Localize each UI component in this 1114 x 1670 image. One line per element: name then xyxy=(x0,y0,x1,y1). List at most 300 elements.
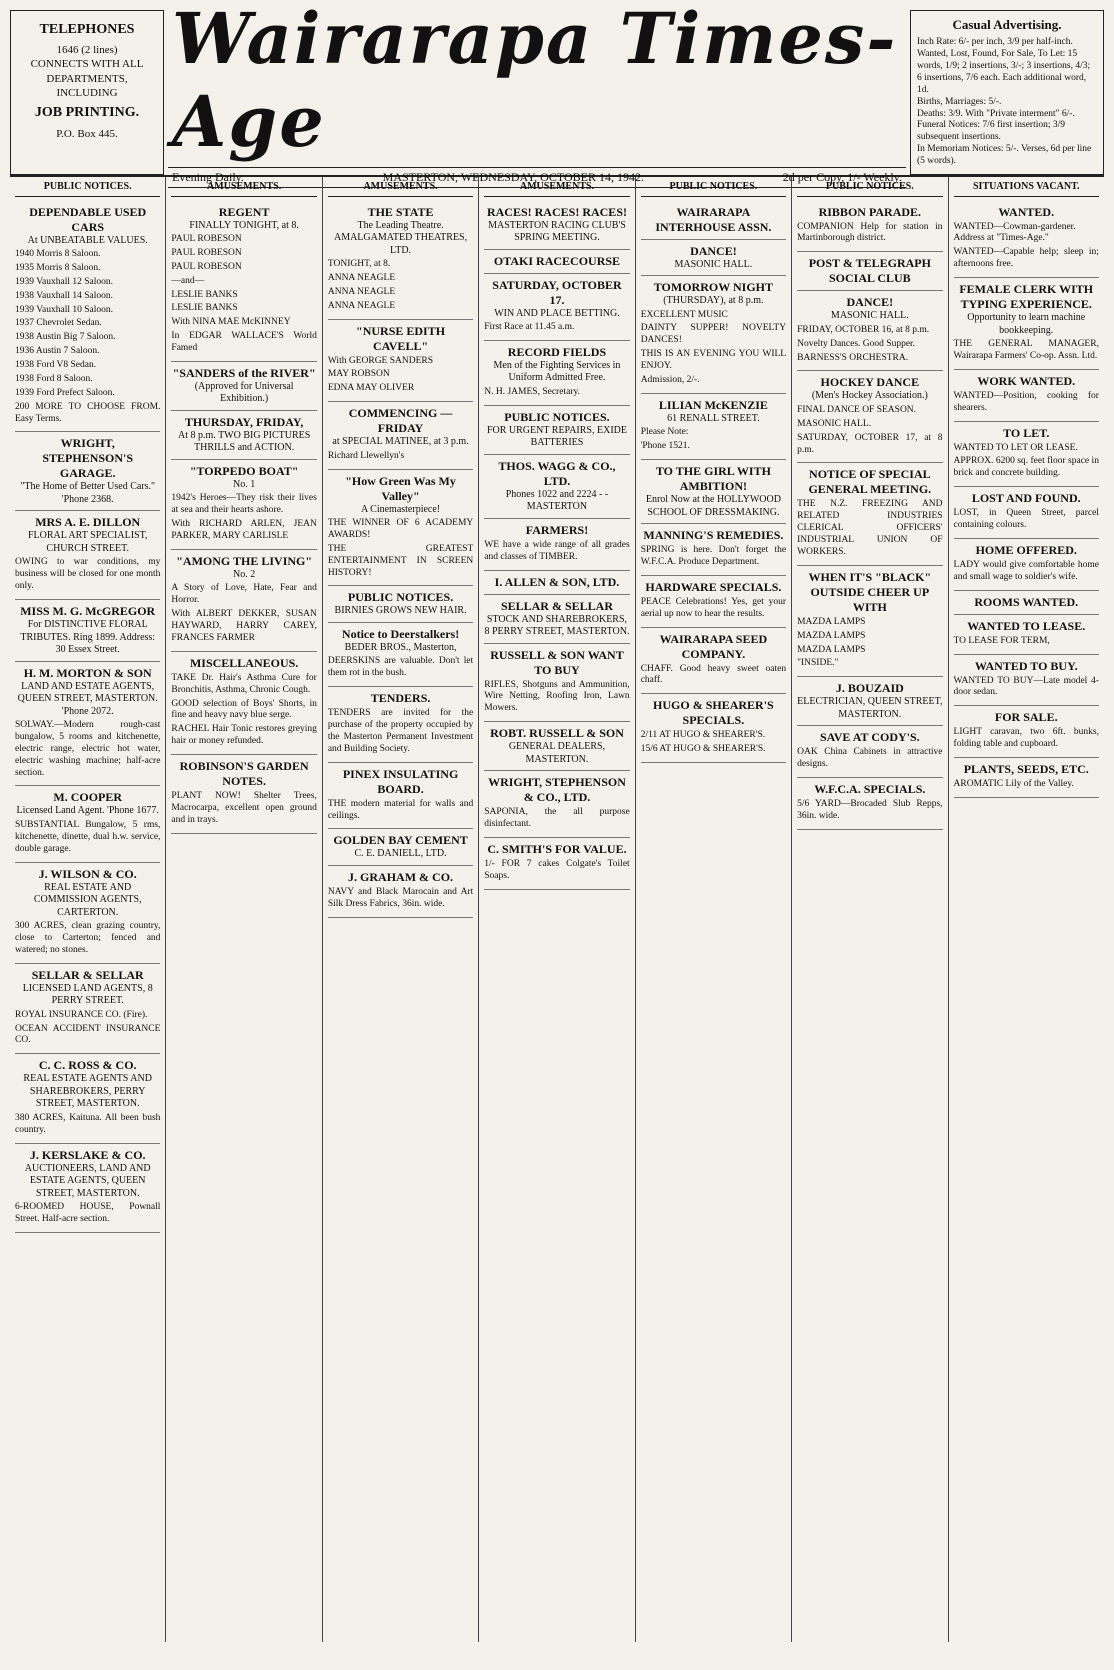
ad-text: N. H. JAMES, Secretary. xyxy=(484,386,580,397)
ad-title: FOR SALE. xyxy=(994,710,1058,725)
ad-title: TO THE GIRL WITH AMBITION! xyxy=(655,464,771,493)
advertisement xyxy=(484,455,629,519)
ad-text: FINAL DANCE OF SEASON. xyxy=(797,404,917,415)
column-header: PUBLIC NOTICES. xyxy=(641,181,786,197)
ad-text: TO LEASE FOR TERM, xyxy=(953,635,1050,646)
title-area xyxy=(164,0,910,184)
advertisement xyxy=(641,240,786,277)
ad-subtitle: GENERAL DEALERS, MASTERTON. xyxy=(508,741,606,765)
advertisement xyxy=(484,644,629,723)
ad-title: "AMONG THE LIVING" xyxy=(176,553,313,568)
ad-title: ROBT. RUSSELL & SON xyxy=(490,726,624,741)
advertisement xyxy=(328,829,473,866)
advertisement xyxy=(328,402,473,469)
ad-text: THIS IS AN EVENING YOU WILL ENJOY. xyxy=(640,349,787,371)
ad-subtitle: Men of the Fighting Services in Uniform Admitted Free. xyxy=(493,359,621,384)
ad-text: 1942's Heroes—They risk their lives at sea and their hearts ashore. xyxy=(171,493,317,516)
dateline-right: 2d per Copy, 1/- Weekly. xyxy=(782,170,902,184)
ad-title: SELLAR & SELLAR xyxy=(31,967,144,982)
ad-text: WANTED—Position, cooking for shearers. xyxy=(953,390,1099,413)
ad-title: LILIAN McKENZIE xyxy=(658,397,768,412)
ad-title: COMMENCING — FRIDAY xyxy=(348,406,453,436)
ad-text: With ALBERT DEKKER, SUSAN HAYWARD, HARRY CAREY, FRANCES FARMER xyxy=(171,609,317,643)
ad-title: THOS. WAGG & CO., LTD. xyxy=(498,458,616,488)
advertisement xyxy=(954,201,1099,279)
ad-subtitle: WIN AND PLACE BETTING. xyxy=(494,307,620,319)
advertisement xyxy=(484,519,629,571)
advertisement xyxy=(484,771,629,838)
ad-text: RIFLES, Shotguns and Ammunition, Wire Netting, Roofing Iron, Lawn Mowers. xyxy=(484,679,630,714)
advertisement xyxy=(641,524,786,576)
ad-title: "How Green Was My Valley" xyxy=(345,473,456,503)
ad-text: WANTED—Capable help; sleep in; afternoons free. xyxy=(953,247,1099,270)
ad-subtitle: AUCTIONEERS, LAND AND ESTATE AGENTS, QUEEN STREET, MASTERTON. xyxy=(24,1162,151,1199)
advertisement xyxy=(171,550,316,652)
ad-title: TOMORROW NIGHT xyxy=(653,280,774,294)
ad-text: First Race at 11.45 a.m. xyxy=(484,322,575,332)
ad-title: ROOMS WANTED. xyxy=(974,594,1079,609)
advertisement xyxy=(484,341,629,406)
advertisement xyxy=(15,511,160,600)
job-printing: JOB PRINTING. xyxy=(34,105,140,121)
advertisement xyxy=(797,677,942,726)
ad-subtitle: REAL ESTATE AND COMMISSION AGENTS, CARTERTON. xyxy=(33,881,142,918)
advertisement xyxy=(954,655,1099,707)
ad-text: DEERSKINS are valuable. Don't let them rot in the bush. xyxy=(327,656,474,679)
ad-title: FARMERS! xyxy=(525,522,589,537)
advertisement xyxy=(954,615,1099,655)
newspaper-page xyxy=(10,0,1104,1650)
ad-text: ANNA NEAGLE xyxy=(327,272,396,283)
ad-subtitle: The Leading Theatre. AMALGAMATED THEATRES, LTD. xyxy=(333,219,468,256)
advertisement xyxy=(797,291,942,371)
casual-advertising-line: Inch Rate: 6/- per inch, 3/9 per half-inch. xyxy=(917,37,1073,48)
ad-text: 1939 Vauxhall 10 Saloon. xyxy=(15,304,113,315)
ad-text: SAPONIA, the all purpose disinfectant. xyxy=(484,807,630,829)
ad-subtitle: FLORAL ART SPECIALIST, CHURCH STREET. xyxy=(27,530,148,554)
ad-text: Novelty Dances. Good Supper. xyxy=(797,338,916,349)
ad-text: SUBSTANTIAL Bungalow, 5 rms, kitchenette, dinette, dual h.w. service, double garage. xyxy=(15,819,161,854)
ad-text: 1938 Ford 8 Saloon. xyxy=(15,373,93,384)
ad-text: 1939 Ford Prefect Saloon. xyxy=(15,387,115,398)
advertisement xyxy=(954,487,1099,539)
ad-subtitle: MASONIC HALL. xyxy=(674,258,753,270)
ad-text: PAUL ROBESON xyxy=(171,261,242,272)
advertisement xyxy=(15,786,160,862)
ad-subtitle: at SPECIAL MATINEE, at 3 p.m. xyxy=(332,436,469,448)
column-header: AMUSEMENTS. xyxy=(328,181,473,197)
advertisement xyxy=(954,278,1099,370)
ad-text: GOOD selection of Boys' Shorts, in fine and heavy navy blue serge. xyxy=(171,698,317,721)
column-header: AMUSEMENTS. xyxy=(484,181,629,197)
ad-text: ROYAL INSURANCE CO. (Fire). xyxy=(15,1009,148,1020)
ad-title: C. SMITH'S FOR VALUE. xyxy=(487,841,627,856)
ad-title: RECORD FIELDS xyxy=(507,344,607,359)
ad-text: TAKE Dr. Hair's Asthma Cure for Bronchitis, Asthma, Chronic Cough. xyxy=(171,672,317,695)
ad-subtitle: LAND AND ESTATE AGENTS, QUEEN STREET, MASTERTON. 'Phone 2072. xyxy=(17,680,158,717)
ad-title: TENDERS. xyxy=(370,691,431,706)
advertisement xyxy=(641,694,786,763)
ad-text: EXCELLENT MUSIC xyxy=(640,309,728,320)
ad-text: 1940 Morris 8 Saloon. xyxy=(15,249,101,259)
ad-subtitle: LICENSED LAND AGENTS, 8 PERRY STREET. xyxy=(22,982,153,1007)
ad-text: "INSIDE." xyxy=(797,658,839,669)
ad-text: With NINA MAE McKINNEY xyxy=(171,317,291,328)
advertisement xyxy=(15,600,160,662)
ad-text: THE GENERAL MANAGER, Wairarapa Farmers' Co-op. Assn. Ltd. xyxy=(953,339,1099,361)
po-box: P.O. Box 445. xyxy=(56,127,118,140)
advertisement xyxy=(171,755,316,834)
advertisement xyxy=(171,411,316,460)
advertisement xyxy=(328,470,473,587)
ad-text: WANTED TO BUY—Late model 4-door sedan. xyxy=(953,675,1099,698)
casual-advertising-line: Wanted, Lost, Found, For Sale, To Let: 15 words, 1/9; 2 insertions, 3/-; 3 insertions, 4/3; 6 insertions, 7/6 each. Each additional word, 1d. xyxy=(917,49,1091,95)
column-2 xyxy=(166,177,322,1642)
advertisement xyxy=(797,201,942,253)
ad-title: THURSDAY, FRIDAY, xyxy=(184,414,304,429)
ad-text: COMPANION Help for station in Martinborough district. xyxy=(797,221,943,244)
ad-title: "TORPEDO BOAT" xyxy=(189,463,299,478)
advertisement xyxy=(328,866,473,918)
ad-title: DANCE! xyxy=(846,295,894,310)
ad-title: DANCE! xyxy=(690,243,737,258)
ad-text: TONIGHT, at 8. xyxy=(327,259,391,269)
ad-title: "SANDERS of the RIVER" xyxy=(172,365,316,380)
advertisement xyxy=(15,863,160,964)
advertisement xyxy=(954,539,1099,591)
ad-subtitle: MASONIC HALL. xyxy=(830,310,909,322)
ad-text: With GEORGE SANDERS xyxy=(327,355,434,366)
ad-text: LOST, in Queen Street, parcel containing colours. xyxy=(953,508,1099,530)
ad-title: WAIRARAPA INTERHOUSE ASSN. xyxy=(655,204,772,234)
ad-title: POST & TELEGRAPH SOCIAL CLUB xyxy=(808,256,931,286)
ad-title: WANTED TO LEASE. xyxy=(967,618,1086,633)
ad-text: PAUL ROBESON xyxy=(171,234,242,244)
ad-title: J. KERSLAKE & CO. xyxy=(29,1147,146,1162)
ad-title: SATURDAY, OCTOBER 17. xyxy=(492,277,622,307)
advertisement xyxy=(15,662,160,787)
ad-title: MISS M. G. McGREGOR xyxy=(20,604,156,618)
ad-text: MAZDA LAMPS xyxy=(797,616,866,627)
casual-advertising-line: In Memoriam Notices: 5/-. Verses, 6d per line (5 words). xyxy=(917,144,1092,166)
ad-text: 5/6 YARD—Brocaded Slub Repps, 36in. wide. xyxy=(797,799,943,821)
ad-subtitle: Enrol Now at the HOLLYWOOD SCHOOL OF DRESSMAKING. xyxy=(645,494,781,518)
advertisement xyxy=(484,722,629,771)
ad-title: MANNING'S REMEDIES. xyxy=(643,528,784,542)
casual-advertising-title: Casual Advertising. xyxy=(952,17,1062,32)
ad-text: LESLIE BANKS xyxy=(171,303,238,314)
advertisement xyxy=(954,370,1099,422)
ad-text: WANTED TO LET OR LEASE. xyxy=(953,442,1078,453)
dateline-left: Evening Daily. xyxy=(172,170,244,184)
ad-title: PINEX INSULATING BOARD. xyxy=(342,766,459,796)
advertisement xyxy=(328,320,473,403)
ad-title: HOCKEY DANCE xyxy=(820,375,920,390)
advertisement xyxy=(797,566,942,678)
ad-title: HUGO & SHEARER'S SPECIALS. xyxy=(653,698,774,728)
ad-subtitle: (THURSDAY), at 8 p.m. xyxy=(663,295,764,306)
ad-text: 200 MORE TO CHOOSE FROM. Easy Terms. xyxy=(15,401,161,424)
advertisement xyxy=(328,623,473,687)
ad-text: THE N.Z. FREEZING AND RELATED INDUSTRIES CLERICAL OFFICERS' INDUSTRIAL UNION OF WORKERS. xyxy=(797,499,943,557)
ad-text: 1938 Vauxhall 14 Saloon. xyxy=(15,290,113,301)
advertisement xyxy=(641,394,786,460)
advertisement xyxy=(171,201,316,362)
column-1 xyxy=(10,177,166,1642)
advertisement xyxy=(484,250,629,274)
ad-title: LOST AND FOUND. xyxy=(971,491,1081,506)
ad-title: H. M. MORTON & SON xyxy=(23,665,152,680)
ad-title: PUBLIC NOTICES. xyxy=(504,409,610,424)
ad-title: "NURSE EDITH CAVELL" xyxy=(356,323,446,353)
ad-text: WANTED—Cowman-gardener. Address at "Times-Age." xyxy=(953,221,1076,244)
ad-text: 1936 Austin 7 Saloon. xyxy=(15,346,100,357)
column-header: SITUATIONS VACANT. xyxy=(954,181,1099,197)
ad-title: MISCELLANEOUS. xyxy=(189,655,299,670)
ad-text: 'Phone 1521. xyxy=(640,441,690,452)
ad-subtitle: "The Home of Better Used Cars." 'Phone 2368. xyxy=(20,481,156,505)
advertisement xyxy=(484,838,629,890)
ad-title: SAVE AT CODY'S. xyxy=(819,730,920,745)
ad-title: RIBBON PARADE. xyxy=(818,204,922,219)
advertisement xyxy=(484,595,629,644)
ad-title: NOTICE OF SPECIAL GENERAL MEETING. xyxy=(808,467,932,497)
ad-text: MAY ROBSON xyxy=(327,369,390,380)
ad-title: GOLDEN BAY CEMENT xyxy=(333,833,468,848)
advertisement xyxy=(15,432,160,511)
telephones-title: TELEPHONES xyxy=(39,22,135,37)
ad-text: PLANT NOW! Shelter Trees, Macrocarpa, excellent open ground and in trays. xyxy=(171,791,317,825)
ad-subtitle: MASTERTON RACING CLUB'S SPRING MEETING. xyxy=(488,219,626,243)
ad-text: OWING to war conditions, my business will be closed for one month only. xyxy=(15,557,161,592)
ad-text: 300 ACRES, clean grazing country, close to Carterton; fenced and watered; no stones. xyxy=(15,921,161,955)
advertisement xyxy=(328,201,473,320)
advertisement xyxy=(15,201,160,433)
ad-subtitle: FINALLY TONIGHT, at 8. xyxy=(189,219,299,231)
telephones-connects: CONNECTS WITH ALL DEPARTMENTS, INCLUDING xyxy=(30,58,144,100)
ad-title: OTAKI RACECOURSE xyxy=(493,253,621,268)
ad-subtitle: STOCK AND SHAREBROKERS, 8 PERRY STREET, MASTERTON. xyxy=(484,613,630,637)
advertisement xyxy=(641,201,786,240)
ad-text: OAK China Cabinets in attractive designs. xyxy=(797,747,943,770)
ad-text: LIGHT caravan, two 6ft. bunks, folding table and cupboard. xyxy=(953,727,1099,750)
ad-title: HOME OFFERED. xyxy=(975,542,1077,557)
ad-text: Richard Llewellyn's xyxy=(327,450,405,461)
advertisement xyxy=(484,406,629,455)
ad-text: 1/- FOR 7 cakes Colgate's Toilet Soaps. xyxy=(484,858,630,881)
telephones-number: 1646 (2 lines) xyxy=(56,44,118,57)
ad-text: 380 ACRES, Kaituna. All been bush country. xyxy=(15,1112,161,1135)
ad-text: SOLWAY.—Modern rough-cast bungalow, 5 rooms and kitchenette, electric range, electric hot water, electric washing machine; half-acre section. xyxy=(15,720,161,778)
column-4 xyxy=(479,177,635,1642)
ad-text: RACHEL Hair Tonic restores greying hair or money refunded. xyxy=(171,724,317,747)
advertisement xyxy=(797,371,942,463)
ad-text: A Story of Love, Hate, Fear and Horror. xyxy=(171,583,317,606)
ad-title: MRS A. E. DILLON xyxy=(35,515,141,530)
ad-text: 1938 Ford V8 Sedan. xyxy=(15,360,97,370)
ad-title: WANTED. xyxy=(998,204,1055,219)
ad-text: ANNA NEAGLE xyxy=(327,300,396,311)
ad-text: MAZDA LAMPS xyxy=(797,644,866,655)
ad-title: WANTED TO BUY. xyxy=(974,658,1078,673)
column-3 xyxy=(323,177,479,1642)
casual-advertising-line: Funeral Notices: 7/6 first insertion; 3/9 subsequent insertions. xyxy=(917,120,1066,143)
dateline-center: MASTERTON, WEDNESDAY, OCTOBER 14, 1942. xyxy=(382,170,644,184)
advertisement xyxy=(797,778,942,830)
ad-title: W.F.C.A. SPECIALS. xyxy=(814,782,926,796)
advertisement xyxy=(171,652,316,755)
ad-title: FEMALE CLERK WITH TYPING EXPERIENCE. xyxy=(959,282,1094,311)
ad-subtitle: Licensed Land Agent. 'Phone 1677. xyxy=(16,805,159,817)
ad-text: In EDGAR WALLACE'S World Famed xyxy=(171,331,317,353)
advertisement xyxy=(171,362,316,411)
ad-text: —and— xyxy=(171,275,205,286)
ad-title: PLANTS, SEEDS, ETC. xyxy=(963,762,1089,776)
advertisement xyxy=(954,591,1099,615)
ad-text: PAUL ROBESON xyxy=(171,247,242,258)
ad-subtitle: REAL ESTATE AGENTS AND SHAREBROKERS, PERRY STREET, MASTERTON. xyxy=(23,1073,152,1110)
ad-title: DEPENDABLE USED CARS xyxy=(29,204,147,234)
ad-text: APPROX. 6200 sq. feet floor space in brick and concrete building. xyxy=(953,456,1099,479)
ad-text: FRIDAY, OCTOBER 16, at 8 p.m. xyxy=(797,324,930,335)
ad-subtitle: For DISTINCTIVE FLORAL TRIBUTES. Ring 1899. Address: 30 Essex Street. xyxy=(20,619,156,655)
ad-title: THE STATE xyxy=(367,204,434,219)
advertisement xyxy=(15,1054,160,1143)
masthead xyxy=(10,0,1104,184)
ad-text: MASONIC HALL. xyxy=(797,418,871,429)
ad-text: EDNA MAY OLIVER xyxy=(327,383,415,394)
ad-text: LADY would give comfortable home and small wage to soldier's wife. xyxy=(953,559,1099,582)
ad-text: Please Note: xyxy=(640,427,689,438)
ad-subtitle: At UNBEATABLE VALUES. xyxy=(27,234,148,246)
ad-text: 1935 Morris 8 Saloon. xyxy=(15,262,101,273)
advertisement xyxy=(797,726,942,778)
ad-text: LESLIE BANKS xyxy=(171,289,238,300)
casual-advertising-box xyxy=(910,10,1104,175)
ad-text: 1939 Vauxhall 12 Saloon. xyxy=(15,276,113,287)
ad-text: CHAFF. Good heavy sweet oaten chaff. xyxy=(640,663,787,686)
ad-subtitle: 61 RENALL STREET. xyxy=(667,412,760,424)
ad-title: I. ALLEN & SON, LTD. xyxy=(494,574,620,589)
ad-text: DAINTY SUPPER! NOVELTY DANCES! xyxy=(640,323,787,346)
advertisement xyxy=(328,687,473,763)
ad-title: WORK WANTED. xyxy=(977,373,1076,388)
ad-subtitle: No. 2 xyxy=(233,568,256,580)
ad-text: AROMATIC Lily of the Valley. xyxy=(953,779,1074,789)
ad-title: RUSSELL & SON WANT TO BUY xyxy=(490,647,624,677)
ad-title: J. WILSON & CO. xyxy=(38,866,137,881)
column-header: PUBLIC NOTICES. xyxy=(15,181,160,197)
advertisement xyxy=(641,460,786,524)
ad-text: 6-ROOMED HOUSE, Pownall Street. Half-acre section. xyxy=(15,1202,161,1224)
ad-title: WAIRARAPA SEED COMPANY. xyxy=(659,631,768,661)
ad-text: 15/6 AT HUGO & SHEARER'S. xyxy=(640,744,766,755)
ad-text: Admission, 2/-. xyxy=(640,374,700,385)
ad-title: TO LET. xyxy=(1003,425,1050,440)
advertisement xyxy=(641,576,786,628)
column-header: PUBLIC NOTICES. xyxy=(797,181,942,197)
casual-advertising-lines xyxy=(917,37,1097,168)
ad-subtitle: C. E. DANIELL, LTD. xyxy=(354,848,447,860)
ad-subtitle: ELECTRICIAN, QUEEN STREET, MASTERTON. xyxy=(797,696,943,720)
ad-title: SELLAR & SELLAR xyxy=(500,598,613,613)
ad-text: MAZDA LAMPS xyxy=(797,630,866,641)
ad-subtitle: FOR URGENT REPAIRS, EXIDE BATTERIES xyxy=(486,424,627,449)
ad-subtitle: At 8 p.m. TWO BIG PICTURES THRILLS and ACTION. xyxy=(177,429,311,454)
ad-title: ROBINSON'S GARDEN NOTES. xyxy=(179,759,309,788)
advertisement xyxy=(797,252,942,291)
ad-title: M. COOPER xyxy=(53,790,123,805)
ad-text: THE modern material for walls and ceilings. xyxy=(327,798,474,821)
newspaper-title: Wairarapa Times-Age xyxy=(172,0,898,163)
casual-advertising-line: Deaths: 3/9. With "Private interment" 6/-. xyxy=(917,108,1075,119)
ad-title: Notice to Deerstalkers! xyxy=(341,626,460,641)
ad-text: With RICHARD ARLEN, JEAN PARKER, MARY CARLISLE xyxy=(171,519,317,541)
ad-subtitle: (Men's Hockey Association.) xyxy=(811,390,928,402)
ad-subtitle: Opportunity to learn machine bookkeeping. xyxy=(967,312,1086,336)
advertisement xyxy=(641,276,786,394)
advertisement xyxy=(797,463,942,565)
casual-advertising-line: Births, Marriages: 5/-. xyxy=(917,96,1002,107)
ad-title: C. C. ROSS & CO. xyxy=(38,1058,137,1073)
advertisement xyxy=(484,201,629,250)
ad-title: HARDWARE SPECIALS. xyxy=(645,579,782,594)
ad-text: THE GREATEST ENTERTAINMENT IN SCREEN HISTORY! xyxy=(327,543,474,578)
ad-title: J. GRAHAM & CO. xyxy=(348,869,454,884)
ad-text: WE have a wide range of all grades and classes of TIMBER. xyxy=(484,539,630,562)
ad-subtitle: Phones 1022 and 2224 - - MASTERTON xyxy=(505,488,609,513)
ad-text: 1938 Austin Big 7 Saloon. xyxy=(15,332,116,343)
advertisement xyxy=(954,422,1099,488)
ad-title: WRIGHT, STEPHENSON'S GARAGE. xyxy=(42,436,134,481)
advertisement xyxy=(15,964,160,1055)
advertisement xyxy=(954,758,1099,798)
advertisement xyxy=(171,460,316,550)
advertisement xyxy=(15,1144,160,1233)
ad-text: THE WINNER OF 6 ACADEMY AWARDS! xyxy=(327,518,474,540)
ad-subtitle: BEDER BROS., Masterton, xyxy=(344,641,457,653)
ad-text: SATURDAY, OCTOBER 17, at 8 p.m. xyxy=(797,432,943,455)
advertisement xyxy=(954,706,1099,758)
ad-text: 1937 Chevrolet Sedan. xyxy=(15,318,102,329)
columns xyxy=(10,177,1104,1642)
column-header: AMUSEMENTS. xyxy=(171,181,316,197)
ad-subtitle: No. 1 xyxy=(233,478,256,490)
ad-text: SPRING is here. Don't forget the W.F.C.A. Produce Department. xyxy=(640,545,787,567)
ad-title: REGENT xyxy=(218,204,270,219)
ad-text: OCEAN ACCIDENT INSURANCE CO. xyxy=(15,1023,161,1046)
advertisement xyxy=(641,628,786,695)
ad-title: RACES! RACES! RACES! xyxy=(486,204,627,219)
ad-subtitle: A Cinemasterpiece! xyxy=(360,503,441,515)
ad-subtitle: BIRNIES GROWS NEW HAIR. xyxy=(334,605,467,617)
advertisement xyxy=(328,763,473,830)
ad-text: ANNA NEAGLE xyxy=(327,286,396,297)
ad-text: TENDERS are invited for the purchase of the property occupied by the Masterton Permanent Investment and Building Society. xyxy=(327,708,474,754)
ad-title: PUBLIC NOTICES. xyxy=(347,590,454,605)
column-6 xyxy=(792,177,948,1642)
advertisement xyxy=(484,571,629,595)
advertisement xyxy=(484,274,629,341)
ad-text: BARNESS'S ORCHESTRA. xyxy=(797,352,909,363)
advertisement xyxy=(328,586,473,623)
ad-subtitle: (Approved for Universal Exhibition.) xyxy=(194,380,294,405)
telephones-box xyxy=(10,10,164,175)
column-7 xyxy=(949,177,1104,1642)
ad-text: PEACE Celebrations! Yes, get your aerial up now to hear the results. xyxy=(640,596,787,619)
ad-title: WRIGHT, STEPHENSON & CO., LTD. xyxy=(488,775,626,805)
ad-text: NAVY and Black Marocain and Art Silk Dress Fabrics, 36in. wide. xyxy=(327,886,474,909)
